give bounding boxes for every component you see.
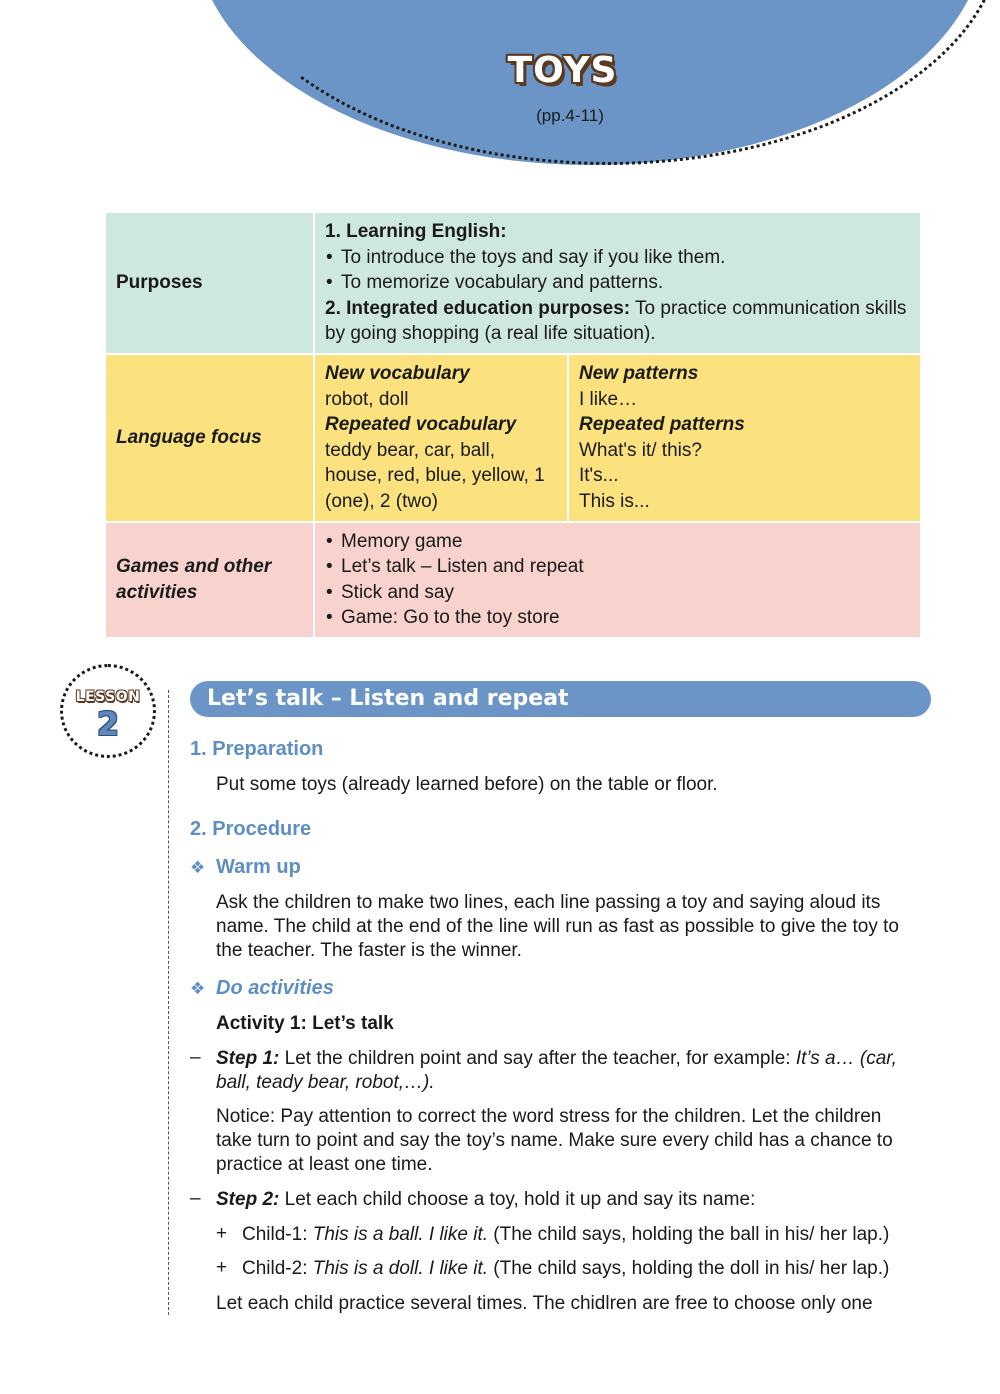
preparation-heading: 1. Preparation (190, 738, 324, 760)
warmup-heading: Warm up (216, 856, 301, 878)
diamond-bullet-icon: ❖ (190, 979, 206, 998)
plus-bullet: + (216, 1223, 228, 1244)
new-vocab-title: New vocabulary (325, 362, 470, 384)
lesson-number: 2 (96, 705, 120, 743)
page-range: (pp.4-11) (536, 106, 604, 125)
games-row (105, 522, 921, 638)
new-vocab: robot, doll (325, 388, 409, 410)
new-patterns-title: New patterns (579, 362, 699, 384)
activity1-heading: Activity 1: Let’s talk (216, 1013, 394, 1034)
game-item: • Game: Go to the toy store (325, 605, 910, 631)
game-item: • Memory game (325, 529, 910, 555)
integrated-heading: 2. Integrated education purposes: (325, 297, 631, 319)
child1-speech: This is a ball. I like it. (312, 1224, 489, 1245)
child2-speech: This is a doll. I like it. (312, 1258, 489, 1279)
purposes-label: Purposes (105, 212, 314, 354)
section-banner: Let’s talk – Listen and repeat (190, 681, 931, 717)
dashed-divider (168, 690, 169, 1315)
game-item: • Let’s talk – Listen and repeat (325, 554, 910, 580)
patterns-cell (568, 354, 921, 522)
repeated-vocab: teddy bear, car, ball, house, red, blue, yellow, 1 (one), 2 (two) (325, 439, 545, 512)
notice-text: Notice: Pay attention to correct the word stress for the children. Let the children take turn to point and say the toy’s name. Make sure every child has a chance to practice at least one time. (216, 1106, 893, 1175)
step2-label: Step 2: (216, 1189, 280, 1210)
integrated-purpose (325, 296, 910, 347)
dash-bullet: – (190, 1188, 201, 1209)
purposes-row (105, 212, 921, 354)
diamond-bullet-icon: ❖ (190, 858, 206, 877)
step2-text: Let each child choose a toy, hold it up and say its name: (279, 1189, 756, 1210)
games-label: Games and other activities (105, 522, 314, 638)
closing-text: Let each child practice several times. The chidlren are free to choose only one (216, 1293, 873, 1314)
language-focus-label: Language focus (105, 354, 314, 522)
new-patterns: I like… (579, 388, 638, 410)
dash-bullet: – (190, 1047, 201, 1068)
child2-note: (The child says, holding the doll in his/ her lap.) (488, 1258, 890, 1279)
header-decoration (0, 0, 1000, 200)
vocabulary-cell (314, 354, 568, 522)
integrated-text: To practice communication skills by going shopping (a real life situation). (325, 297, 907, 345)
learning-english-heading: 1. Learning English: (325, 221, 507, 242)
game-item: • Stick and say (325, 580, 910, 606)
step1-label: Step 1: (216, 1048, 280, 1069)
language-focus-row (105, 354, 921, 522)
repeated-pattern: This is... (579, 490, 650, 512)
purpose-bullet: • To introduce the toys and say if you like them. (325, 245, 910, 271)
repeated-pattern: It's... (579, 465, 619, 487)
warmup-text: Ask the children to make two lines, each line passing a toy and saying aloud its name. The child at the end of the line will run as fast as possible to give the toy to the teacher. The faster is the winner. (216, 892, 899, 961)
step1-text: Let the children point and say after the teacher, for example: (279, 1048, 796, 1069)
child2-line (242, 1257, 942, 1281)
preparation-text: Put some toys (already learned before) on the table or floor. (216, 774, 718, 795)
lesson-badge (60, 664, 156, 758)
purpose-bullet: • To memorize vocabulary and patterns. (325, 270, 910, 296)
do-activities-heading: Do activities (216, 977, 334, 999)
repeated-vocab-title: Repeated vocabulary (325, 414, 517, 436)
lesson-word: LESSON (75, 689, 141, 705)
child1-line (242, 1223, 942, 1247)
purposes-content (314, 212, 921, 354)
repeated-patterns-title: Repeated patterns (579, 414, 745, 436)
child1-note: (The child says, holding the ball in his/ her lap.) (488, 1224, 890, 1245)
page-title: TOYS (507, 50, 618, 91)
games-content (314, 522, 921, 638)
step1-example: It’s a… (car, ball, teady bear, robot,…). (216, 1048, 897, 1093)
child2-prefix: Child-2: (242, 1258, 313, 1279)
plus-bullet: + (216, 1257, 228, 1278)
procedure-heading: 2. Procedure (190, 818, 312, 840)
overview-table (104, 211, 922, 639)
repeated-pattern: What's it/ this? (579, 439, 702, 461)
step2-paragraph (216, 1188, 916, 1212)
step1-paragraph (216, 1047, 916, 1095)
child1-prefix: Child-1: (242, 1224, 313, 1245)
